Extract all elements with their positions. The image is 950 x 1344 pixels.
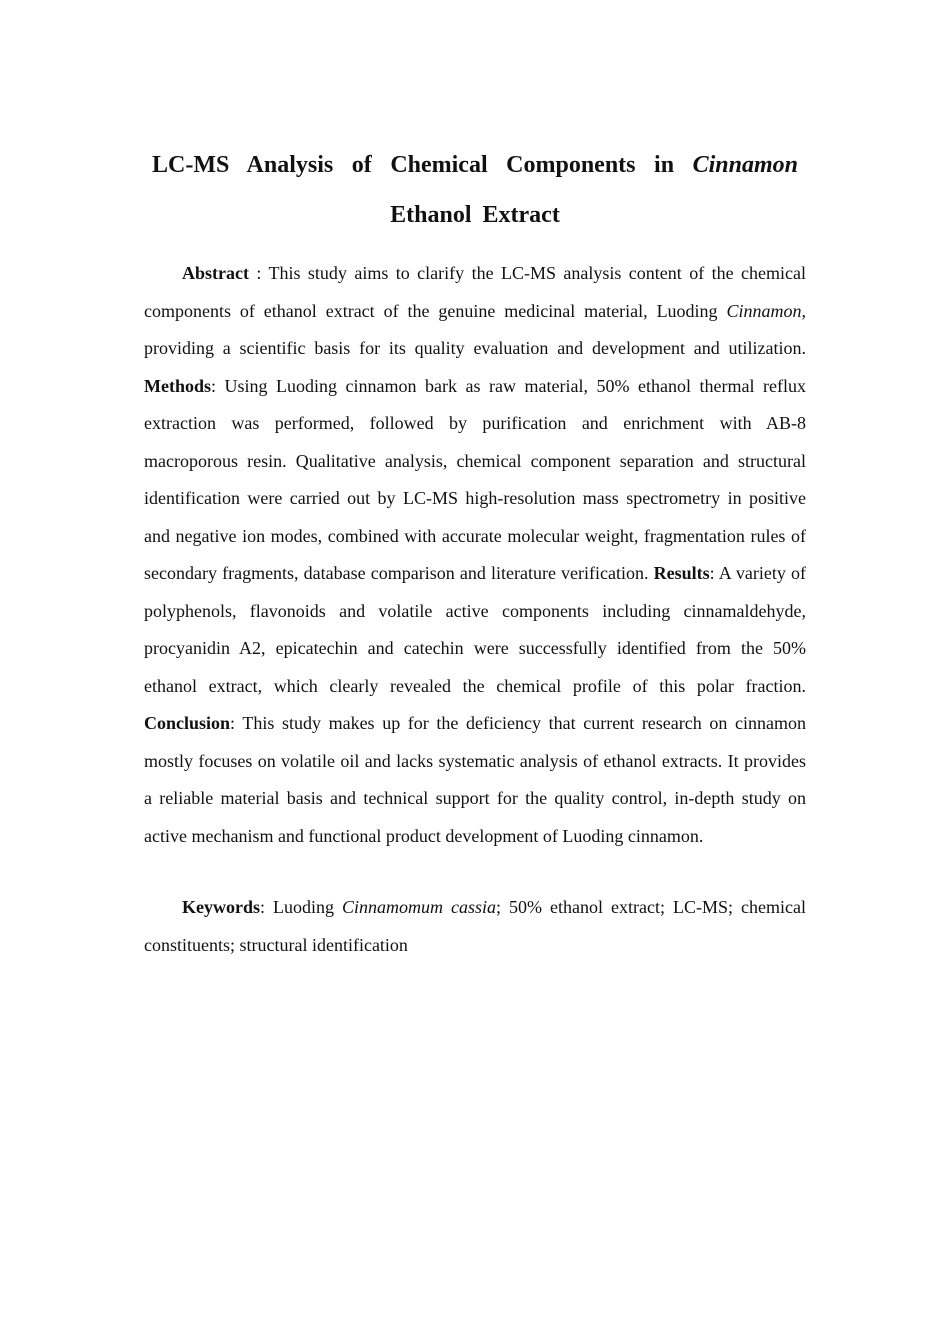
results-label: Results xyxy=(653,563,710,583)
keywords-label: Keywords xyxy=(182,897,260,917)
title-line-1-text: LC-MS Analysis of Chemical Components in xyxy=(152,152,693,178)
methods-text: : Using Luoding cinnamon bark as raw material, 50% ethanol thermal reflux extraction was performed, followed by purification and enrichment with AB-8 macroporous resin. Qualitative analysis, chemical component separation and structural identification were carried out by LC-MS high-resolution mass spectrometry in positive and negative ion modes, combined with accurate molecular weight, fragmentation rules of secondary fragments, database comparison and literature verification. xyxy=(144,375,806,583)
conclusion-text: : This study makes up for the deficiency that current research on cinnamon mostly focuses on volatile oil and lacks systematic analysis of ethanol extracts. It provides a reliable material basis and technical support for the quality control, in-depth study on active mechanism and functional product development of Luoding cinnamon. xyxy=(144,713,806,846)
keywords-text-2: ; 50% ethanol extract; LC-MS; chemical constituents; structural identification xyxy=(144,897,806,955)
conclusion-label: Conclusion xyxy=(144,713,231,733)
abstract-text-1: This study aims to clarify the LC-MS analysis content of the chemical components of ethanol extract of the genuine medicinal material, Luoding xyxy=(144,263,806,321)
paper-title xyxy=(144,140,806,240)
keywords-italic-species: Cinnamomum cassia xyxy=(342,897,497,917)
paper-page xyxy=(144,140,806,964)
abstract-label: Abstract xyxy=(182,263,249,283)
keywords-paragraph xyxy=(144,889,806,964)
methods-label: Methods xyxy=(144,375,211,396)
abstract-separator: : xyxy=(248,263,269,283)
abstract-italic-cinnamon: Cinnamon xyxy=(726,300,802,321)
title-line-1 xyxy=(144,140,806,190)
keywords-text-1: : Luoding xyxy=(260,897,343,917)
title-line-2: Ethanol Extract xyxy=(390,202,560,228)
results-text: : A variety of polyphenols, flavonoids and volatile active components including cinnamaldehyde, procyanidin A2, epicatechin and catechin were successfully identified from the 50% ethanol extract, which clearly revealed the chemical profile of this polar fraction. xyxy=(144,563,806,696)
title-italic-cinnamon: Cinnamon xyxy=(692,152,798,178)
abstract-text-2: , providing a scientific basis for its quality evaluation and development and utilization. xyxy=(144,300,806,358)
abstract-paragraph xyxy=(144,255,806,855)
